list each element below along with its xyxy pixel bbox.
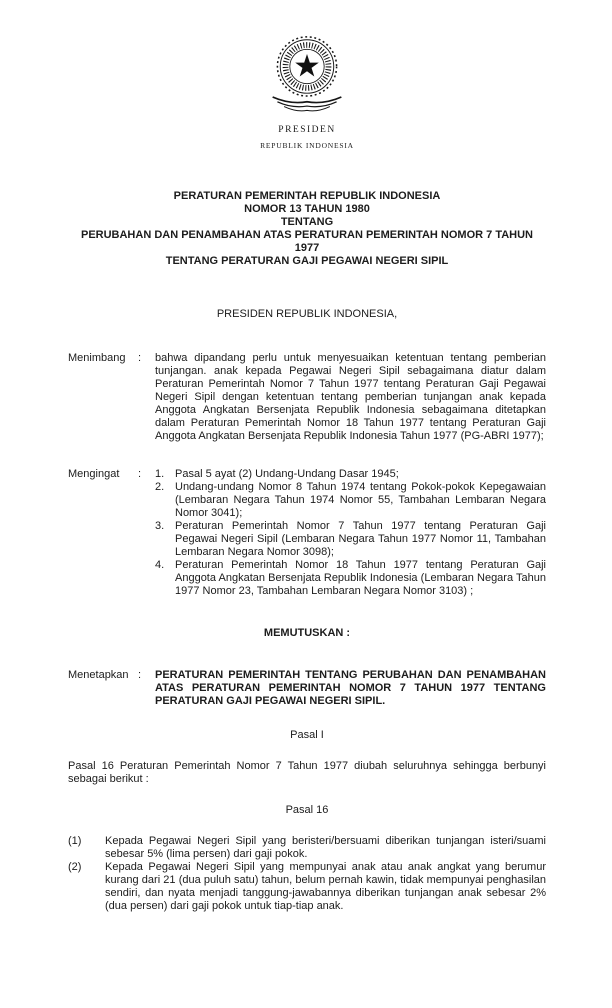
memutuskan-heading: MEMUTUSKAN : [263, 627, 351, 639]
title-line-3: TENTANG [280, 216, 334, 228]
mengingat-item-3 [155, 520, 546, 559]
letterhead [68, 34, 546, 152]
pasal-16-item-2-text: Kepada Pegawai Negeri Sipil yang mempunyai anak atau anak angkat yang berumur kurang dari 21 (dua puluh satu) tahun, belum pernah kawin, tidak mempunyai penghasilan sendiri, dan nyata menjadi tanggung-jawabannya diberikan tunjangan anak sebesar 2% (dua persen) dari gaji pokok untuk tiap-tiap anak. [105, 861, 546, 912]
menimbang-colon: : [138, 352, 142, 364]
menetapkan-section [68, 669, 546, 708]
mengingat-section [68, 468, 546, 598]
presidential-star-emblem-icon [266, 34, 348, 122]
title-line-2: NOMOR 13 TAHUN 1980 [244, 203, 370, 215]
mengingat-item-1 [155, 468, 546, 481]
menimbang-section [68, 352, 546, 443]
title-line-1: PERATURAN PEMERINTAH REPUBLIK INDONESIA [173, 190, 441, 202]
pasal-16-items [68, 835, 546, 913]
menimbang-label: Menimbang [68, 352, 126, 364]
menetapkan-colon: : [138, 669, 142, 681]
pasal-i-heading: Pasal I [290, 729, 324, 741]
menetapkan-text: PERATURAN PEMERINTAH TENTANG PERUBAHAN DAN PENAMBAHAN ATAS PERATURAN PEMERINTAH NOMOR 7 TAHUN 1977 TENTANG PERATURAN GAJI PEGAWAI NEGERI SIPIL. [155, 669, 546, 707]
document-title [68, 190, 546, 268]
mengingat-colon: : [138, 468, 142, 480]
mengingat-item-3-text: Peraturan Pemerintah Nomor 7 Tahun 1977 tentang Peraturan Gaji Pegawai Negeri Sipil (Lembaran Negara Tahun 1977 Nomor 11, Tambahan Lembaran Negara Nomor 3098); [175, 520, 546, 558]
pasal-16-item-1-number: (1) [68, 835, 82, 847]
mengingat-item-4 [155, 559, 546, 598]
mengingat-item-1-text: Pasal 5 ayat (2) Undang-Undang Dasar 1945; [175, 468, 399, 480]
mengingat-item-2 [155, 481, 546, 520]
menetapkan-label: Menetapkan [68, 669, 129, 681]
mengingat-item-4-number: 4. [155, 559, 165, 571]
mengingat-item-2-text: Undang-undang Nomor 8 Tahun 1974 tentang Pokok-pokok Kepegawaian (Lembaran Negara Tahun 1974 Nomor 55, Tambahan Lembaran Negara Nomor 3041); [175, 481, 546, 519]
mengingat-item-2-number: 2. [155, 481, 165, 493]
pasal-16-heading: Pasal 16 [285, 804, 329, 816]
letterhead-presiden: PRESIDEN [278, 125, 336, 135]
pasal-16-item-2 [68, 861, 546, 913]
pasal-i-intro: Pasal 16 Peraturan Pemerintah Nomor 7 Tahun 1977 diubah seluruhnya sehingga berbunyi sebagai berikut : [68, 760, 546, 785]
pasal-16-item-2-number: (2) [68, 861, 82, 873]
mengingat-item-1-number: 1. [155, 468, 165, 480]
mengingat-item-3-number: 3. [155, 520, 165, 532]
title-line-4: PERUBAHAN DAN PENAMBAHAN ATAS PERATURAN PEMERINTAH NOMOR 7 TAHUN 1977 [80, 229, 533, 254]
pasal-16-item-1-text: Kepada Pegawai Negeri Sipil yang beristeri/bersuami diberikan tunjangan isteri/suami sebesar 5% (lima persen) dari gaji pokok. [105, 835, 546, 860]
title-line-5: TENTANG PERATURAN GAJI PEGAWAI NEGERI SIPIL [165, 255, 449, 267]
salutation: PRESIDEN REPUBLIK INDONESIA, [216, 308, 398, 320]
mengingat-item-4-text: Peraturan Pemerintah Nomor 18 Tahun 1977 tentang Peraturan Gaji Anggota Angkatan Bersenjata Republik Indonesia (Lembaran Negara Tahun 1977 Nomor 23, Tambahan Lembaran Negara Nomor 3103) ; [175, 559, 546, 597]
letterhead-republik-indonesia: REPUBLIK INDONESIA [260, 141, 354, 150]
menimbang-text: bahwa dipandang perlu untuk menyesuaikan ketentuan tentang pemberian tunjangan. anak kepada Pegawai Negeri Sipil sebagaimana diatur dalam Peraturan Pemerintah Nomor 7 Tahun 1977 tentang Peraturan Gaji Pegawai Negeri Sipil dengan ketentuan tentang pemberian tunjangan anak kepada Anggota Angkatan Bersenjata Republik Indonesia sebagaimana ditetapkan dalam Peraturan Pemerintah Nomor 18 Tahun 1977 tentang Peraturan Gaji Anggota Angkatan Bersenjata Republik Indonesia Tahun 1977 (PG-ABRI 1977); [155, 352, 546, 442]
mengingat-label: Mengingat [68, 468, 120, 480]
pasal-16-item-1 [68, 835, 546, 861]
mengingat-list [155, 468, 546, 598]
